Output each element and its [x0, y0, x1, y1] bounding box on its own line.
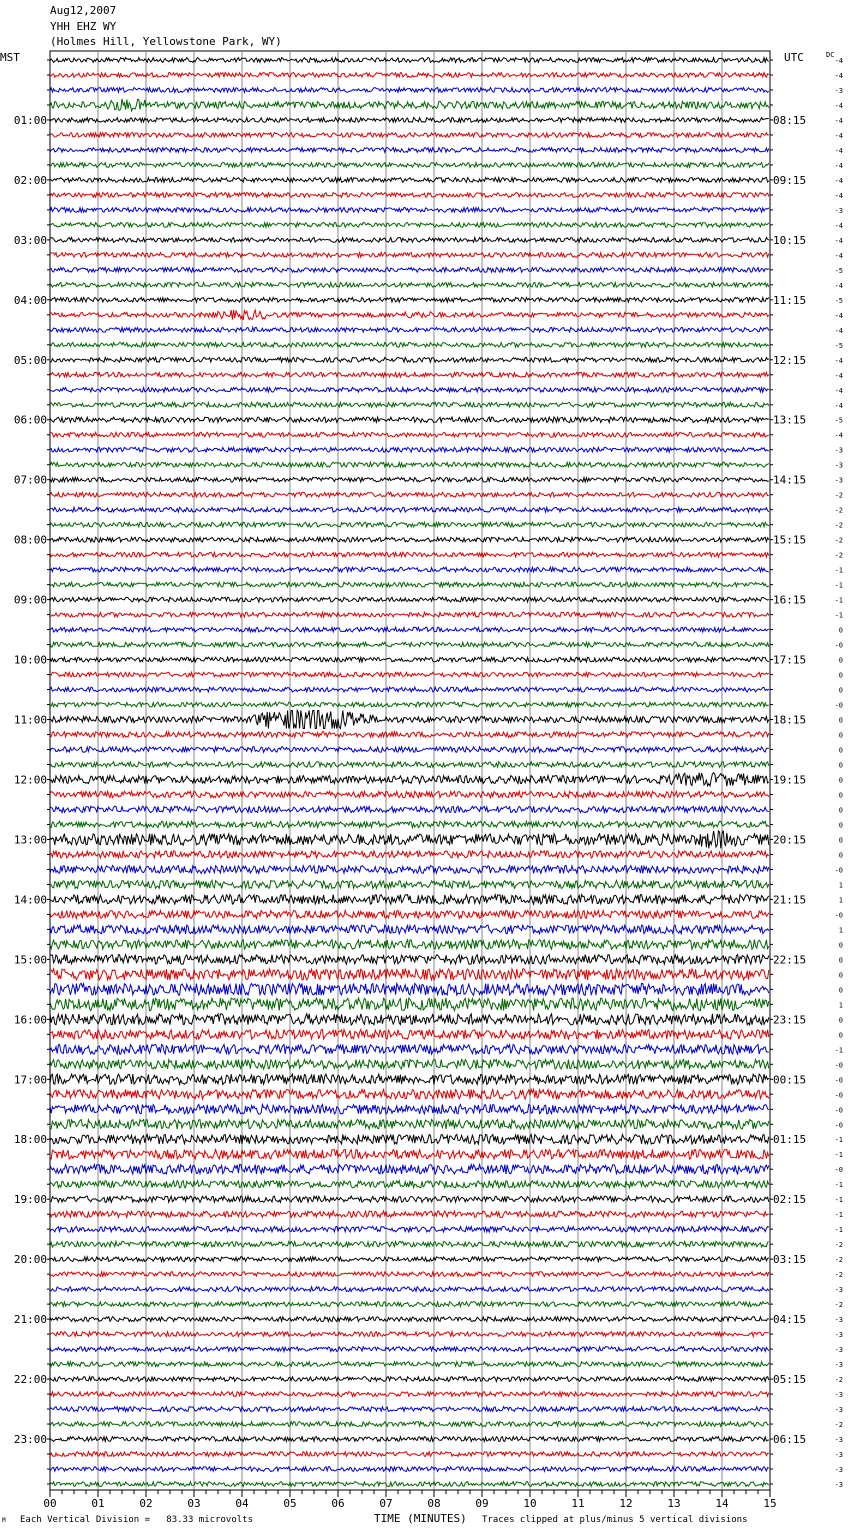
trace-row-25	[50, 432, 769, 437]
trace-row-48	[50, 773, 769, 787]
trace-row-80	[50, 1257, 769, 1262]
trace-row-75	[50, 1181, 769, 1188]
mst-hour-label: 01:00	[13, 113, 47, 127]
x-tick-label: 07	[379, 1497, 393, 1510]
trace-row-12	[50, 238, 769, 243]
x-axis-title: TIME (MINUTES)	[374, 1512, 467, 1525]
mst-hour-label: 15:00	[13, 953, 47, 967]
mst-hour-label: 09:00	[13, 593, 47, 607]
dc-offset-label: -3	[834, 1391, 843, 1400]
dc-offset-label: -0	[834, 1121, 843, 1130]
trace-row-29	[50, 492, 769, 497]
x-tick-label: 04	[235, 1497, 249, 1510]
trace-row-59	[50, 940, 769, 950]
dc-offset-label: 0	[838, 806, 843, 815]
x-tick-label: 09	[475, 1497, 489, 1510]
dc-offset-label: 0	[838, 986, 843, 995]
dc-offset-label: 0	[838, 746, 843, 755]
trace-row-72	[50, 1135, 769, 1145]
trace-row-89	[50, 1392, 769, 1397]
station-code: YHH EHZ WY	[50, 20, 117, 33]
utc-hour-label: 06:15	[773, 1433, 807, 1447]
trace-row-31	[50, 522, 769, 527]
trace-row-35	[50, 582, 769, 587]
trace-row-71	[50, 1120, 769, 1130]
dc-offset-label: 1	[838, 926, 843, 935]
mst-hour-label: 02:00	[13, 173, 47, 187]
x-tick-label: 00	[43, 1497, 57, 1510]
trace-row-13	[50, 253, 769, 258]
x-tick-label: 08	[427, 1497, 441, 1510]
dc-offset-label: -0	[834, 1106, 843, 1115]
trace-row-82	[50, 1287, 769, 1292]
utc-hour-label: 02:15	[773, 1193, 807, 1207]
trace-row-47	[50, 762, 769, 768]
trace-row-52	[50, 831, 769, 849]
trace-row-33	[50, 552, 769, 557]
dc-offset-label: -2	[834, 491, 843, 500]
utc-hour-label: 22:15	[773, 953, 807, 967]
dc-offset-label: -0	[834, 1076, 843, 1085]
dc-offset-label: -2	[834, 1241, 843, 1250]
utc-hour-label: 19:15	[773, 773, 807, 787]
mst-hour-label: 13:00	[13, 833, 47, 847]
dc-offset-label: -2	[834, 521, 843, 530]
trace-row-18	[50, 327, 769, 332]
dc-offset-label: -4	[834, 386, 843, 395]
dc-offset-label: 0	[838, 821, 843, 830]
mst-hour-label: 03:00	[13, 233, 47, 247]
dc-offset-label: -3	[834, 476, 843, 485]
mst-hour-label: 16:00	[13, 1013, 47, 1027]
dc-column-label: DC	[826, 51, 835, 59]
mst-hour-label: 04:00	[13, 293, 47, 307]
mst-hour-label: 11:00	[13, 713, 47, 727]
trace-row-0	[50, 58, 769, 63]
trace-row-6	[50, 148, 769, 153]
dc-offset-label: -4	[834, 311, 843, 320]
trace-row-61	[50, 969, 769, 980]
dc-offset-label: -3	[834, 86, 843, 95]
dc-offset-label: -4	[834, 131, 843, 140]
trace-row-63	[50, 998, 769, 1011]
x-tick-label: 02	[139, 1497, 153, 1510]
mst-timezone-label: MST	[0, 51, 20, 64]
dc-offset-label: -1	[834, 596, 843, 605]
dc-offset-label: -4	[834, 431, 843, 440]
trace-row-57	[50, 910, 769, 918]
dc-offset-label: -4	[834, 371, 843, 380]
trace-row-40	[50, 657, 769, 662]
dc-offset-label: -1	[834, 1046, 843, 1055]
dc-offset-label: -2	[834, 551, 843, 560]
trace-row-68	[50, 1074, 769, 1084]
dc-offset-label: -3	[834, 1436, 843, 1445]
x-tick-label: 03	[187, 1497, 201, 1510]
trace-row-27	[50, 462, 769, 467]
x-tick-label: 01	[91, 1497, 105, 1510]
trace-row-24	[50, 417, 769, 423]
utc-hour-label: 14:15	[773, 473, 807, 487]
dc-offset-label: 0	[838, 761, 843, 770]
utc-hour-label: 13:15	[773, 413, 807, 427]
trace-row-55	[50, 880, 769, 888]
mst-hour-label: 06:00	[13, 413, 47, 427]
x-tick-label: 13	[667, 1497, 681, 1510]
dc-offset-label: -3	[834, 1346, 843, 1355]
dc-offset-label: -0	[834, 911, 843, 920]
mst-hour-label: 22:00	[13, 1373, 47, 1387]
mst-hour-label: 07:00	[13, 473, 47, 487]
trace-row-7	[50, 163, 769, 168]
trace-row-1	[50, 73, 769, 78]
trace-row-74	[50, 1164, 769, 1174]
trace-row-51	[50, 821, 769, 827]
dc-offset-label: 1	[838, 881, 843, 890]
trace-row-78	[50, 1226, 769, 1232]
dc-offset-label: -5	[834, 296, 843, 305]
mst-hour-label: 05:00	[13, 353, 47, 367]
mst-hour-label: 08:00	[13, 533, 47, 547]
dc-offset-label: -3	[834, 1361, 843, 1370]
dc-offset-label: -1	[834, 1226, 843, 1235]
dc-offset-label: -4	[834, 191, 843, 200]
trace-row-76	[50, 1196, 769, 1202]
dc-offset-label: -3	[834, 1481, 843, 1490]
trace-row-28	[50, 477, 769, 482]
dc-offset-label: -1	[834, 1136, 843, 1145]
dc-offset-label: 0	[838, 686, 843, 695]
trace-row-58	[50, 925, 769, 934]
dc-offset-label: -2	[834, 536, 843, 545]
trace-row-44	[50, 711, 769, 729]
trace-row-54	[50, 865, 769, 873]
dc-offset-label: -3	[834, 1331, 843, 1340]
trace-row-39	[50, 642, 769, 647]
dc-offset-label: -3	[834, 1406, 843, 1415]
utc-hour-label: 01:15	[773, 1133, 807, 1147]
dc-offset-label: 0	[838, 851, 843, 860]
dc-offset-label: 0	[838, 656, 843, 665]
trace-row-86	[50, 1347, 769, 1352]
trace-row-81	[50, 1272, 769, 1277]
mst-hour-label: 14:00	[13, 893, 47, 907]
trace-row-53	[50, 851, 769, 858]
utc-timezone-label: UTC	[784, 51, 804, 64]
utc-hour-label: 16:15	[773, 593, 807, 607]
trace-row-95	[50, 1482, 769, 1487]
trace-row-93	[50, 1452, 769, 1457]
dc-offset-label: -2	[834, 1421, 843, 1430]
dc-offset-label: 1	[838, 896, 843, 905]
dc-offset-label: 0	[838, 731, 843, 740]
trace-row-15	[50, 282, 769, 287]
trace-row-64	[50, 1014, 769, 1025]
trace-row-16	[50, 297, 769, 302]
mst-hour-label: 17:00	[13, 1073, 47, 1087]
trace-row-69	[50, 1090, 769, 1100]
trace-row-60	[50, 955, 769, 965]
dc-offset-label: -1	[834, 566, 843, 575]
utc-hour-label: 05:15	[773, 1373, 807, 1387]
dc-offset-label: 0	[838, 716, 843, 725]
trace-row-11	[50, 223, 769, 228]
trace-row-10	[50, 208, 769, 213]
trace-row-17	[50, 310, 769, 320]
trace-row-3	[50, 99, 769, 111]
trace-row-38	[50, 627, 769, 632]
dc-offset-label: -2	[834, 506, 843, 515]
x-tick-label: 06	[331, 1497, 345, 1510]
trace-row-42	[50, 687, 769, 692]
dc-offset-label: -4	[834, 101, 843, 110]
dc-offset-label: -2	[834, 1376, 843, 1385]
trace-row-77	[50, 1211, 769, 1217]
dc-offset-label: -0	[834, 1061, 843, 1070]
trace-row-32	[50, 537, 769, 542]
trace-row-67	[50, 1060, 769, 1070]
dc-offset-label: -4	[834, 116, 843, 125]
dc-offset-label: -0	[834, 1091, 843, 1100]
x-tick-label: 12	[619, 1497, 633, 1510]
mst-hour-label: 23:00	[13, 1433, 47, 1447]
trace-row-79	[50, 1241, 769, 1247]
dc-offset-label: 0	[838, 956, 843, 965]
mst-hour-label: 12:00	[13, 773, 47, 787]
dc-offset-label: -3	[834, 1316, 843, 1325]
x-tick-label: 11	[571, 1497, 585, 1510]
dc-offset-label: -2	[834, 1271, 843, 1280]
dc-offset-label: -3	[834, 461, 843, 470]
utc-hour-label: 18:15	[773, 713, 807, 727]
dc-offset-label: -0	[834, 866, 843, 875]
utc-hour-label: 23:15	[773, 1013, 807, 1027]
dc-offset-label: 0	[838, 1031, 843, 1040]
mst-hour-label: 10:00	[13, 653, 47, 667]
utc-hour-label: 10:15	[773, 233, 807, 247]
dc-offset-label: -3	[834, 446, 843, 455]
utc-hour-label: 03:15	[773, 1253, 807, 1267]
dc-offset-label: -2	[834, 1301, 843, 1310]
utc-hour-label: 21:15	[773, 893, 807, 907]
trace-row-34	[50, 567, 769, 572]
dc-offset-label: -4	[834, 146, 843, 155]
footer-scale-note: Each Vertical Division = 83.33 microvolts	[20, 1515, 253, 1525]
utc-hour-label: 08:15	[773, 113, 807, 127]
trace-row-4	[50, 118, 769, 123]
mst-hour-label: 19:00	[13, 1193, 47, 1207]
trace-row-94	[50, 1467, 769, 1472]
dc-offset-label: -2	[834, 1256, 843, 1265]
dc-offset-label: 0	[838, 971, 843, 980]
dc-offset-label: -0	[834, 1166, 843, 1175]
dc-offset-label: -4	[834, 326, 843, 335]
mst-hour-label: 18:00	[13, 1133, 47, 1147]
trace-row-88	[50, 1377, 769, 1382]
utc-hour-label: 17:15	[773, 653, 807, 667]
dc-offset-label: 0	[838, 671, 843, 680]
trace-row-26	[50, 447, 769, 452]
trace-row-9	[50, 193, 769, 198]
trace-row-2	[50, 88, 769, 93]
dc-offset-label: 0	[838, 941, 843, 950]
dc-offset-label: -1	[834, 1211, 843, 1220]
trace-row-21	[50, 372, 769, 377]
station-location: (Holmes Hill, Yellowstone Park, WY)	[50, 35, 282, 48]
dc-offset-label: -4	[834, 356, 843, 365]
dc-offset-label: -5	[834, 266, 843, 275]
trace-row-83	[50, 1302, 769, 1307]
footer-left-mark: M	[2, 1517, 6, 1524]
trace-row-87	[50, 1362, 769, 1367]
x-tick-label: 05	[283, 1497, 297, 1510]
trace-row-22	[50, 387, 769, 392]
dc-offset-label: -3	[834, 1466, 843, 1475]
utc-hour-label: 20:15	[773, 833, 807, 847]
trace-row-90	[50, 1407, 769, 1412]
trace-row-56	[50, 895, 769, 905]
trace-row-5	[50, 133, 769, 138]
trace-row-49	[50, 791, 769, 797]
mst-hour-label: 20:00	[13, 1253, 47, 1267]
trace-row-73	[50, 1149, 769, 1159]
dc-offset-label: 1	[838, 1001, 843, 1010]
dc-offset-label: -1	[834, 581, 843, 590]
dc-offset-label: -4	[834, 71, 843, 80]
trace-row-23	[50, 402, 769, 407]
footer-clip-note: Traces clipped at plus/minus 5 vertical divisions	[482, 1515, 748, 1525]
trace-row-20	[50, 357, 769, 362]
trace-row-8	[50, 178, 769, 183]
utc-hour-label: 12:15	[773, 353, 807, 367]
trace-row-30	[50, 507, 769, 512]
x-tick-label: 14	[715, 1497, 729, 1510]
trace-row-14	[50, 268, 769, 273]
trace-row-37	[50, 612, 769, 617]
trace-row-62	[50, 983, 769, 995]
trace-row-66	[50, 1045, 769, 1055]
dc-offset-label: 0	[838, 836, 843, 845]
trace-row-36	[50, 597, 769, 602]
utc-hour-label: 04:15	[773, 1313, 807, 1327]
trace-row-50	[50, 806, 769, 812]
trace-row-85	[50, 1332, 769, 1337]
trace-row-70	[50, 1105, 769, 1115]
trace-row-84	[50, 1317, 769, 1322]
dc-offset-label: -1	[834, 1151, 843, 1160]
dc-offset-label: -1	[834, 611, 843, 620]
dc-offset-label: -3	[834, 1451, 843, 1460]
dc-offset-label: -4	[834, 236, 843, 245]
dc-offset-label: -1	[834, 1196, 843, 1205]
chart-date: Aug12,2007	[50, 4, 117, 17]
trace-row-46	[50, 747, 769, 753]
trace-row-91	[50, 1422, 769, 1427]
trace-row-45	[50, 732, 769, 738]
dc-offset-label: -0	[834, 701, 843, 710]
dc-offset-label: 0	[838, 626, 843, 635]
dc-offset-label: -4	[834, 176, 843, 185]
trace-row-19	[50, 342, 769, 347]
utc-hour-label: 09:15	[773, 173, 807, 187]
x-tick-label: 15	[763, 1497, 777, 1510]
dc-offset-label: 0	[838, 1016, 843, 1025]
dc-offset-label: -4	[834, 161, 843, 170]
dc-offset-label: -3	[834, 206, 843, 215]
dc-offset-label: -5	[834, 416, 843, 425]
utc-hour-label: 11:15	[773, 293, 807, 307]
dc-offset-label: 0	[838, 791, 843, 800]
utc-hour-label: 00:15	[773, 1073, 807, 1087]
dc-offset-label: -4	[834, 401, 843, 410]
dc-offset-label: -1	[834, 1181, 843, 1190]
dc-offset-label: -4	[834, 56, 843, 65]
utc-hour-label: 15:15	[773, 533, 807, 547]
trace-row-92	[50, 1437, 769, 1442]
dc-offset-label: 0	[838, 776, 843, 785]
x-tick-label: 10	[523, 1497, 537, 1510]
trace-row-43	[50, 702, 769, 707]
dc-offset-label: -4	[834, 251, 843, 260]
dc-offset-label: -4	[834, 221, 843, 230]
dc-offset-label: -5	[834, 341, 843, 350]
trace-row-41	[50, 672, 769, 677]
mst-hour-label: 21:00	[13, 1313, 47, 1327]
dc-offset-label: -3	[834, 1286, 843, 1295]
dc-offset-label: -0	[834, 641, 843, 650]
dc-offset-label: -4	[834, 281, 843, 290]
trace-row-65	[50, 1030, 769, 1040]
